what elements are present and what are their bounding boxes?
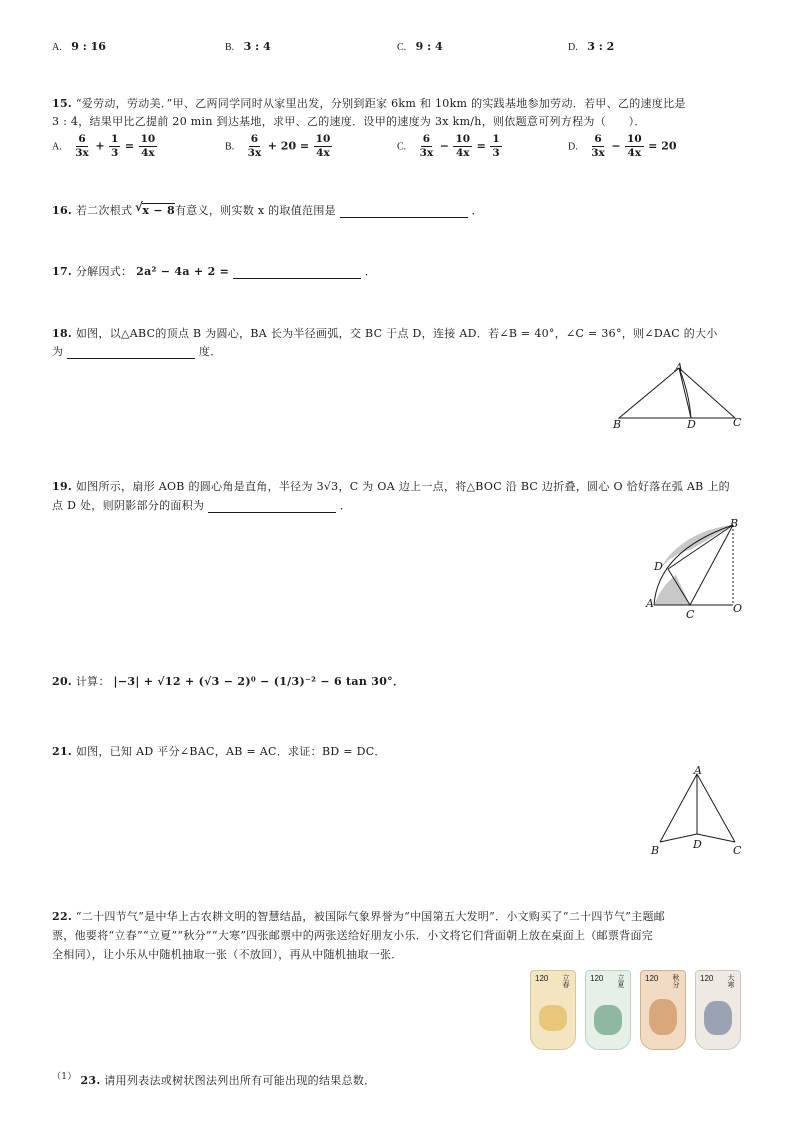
label-d: D (687, 418, 696, 431)
q15-option-a: A. $\frac{6}{3x}$ + $\frac{1}{3}$ = $\frac{10}{4x}$ (52, 133, 156, 159)
stamp-qiufen: 120 秋分 (640, 970, 686, 1050)
q18-line1: 18. 如图，以△ABC的顶点 B 为圆心，BA 长为半径画弧，交 BC 于点 D，连接 AD．若∠B = 40°，∠C = 36°，则∠DAC 的大小 (52, 327, 718, 340)
stamp-lichun: 120 立春 (530, 970, 576, 1050)
q18-figure (605, 360, 745, 432)
q15-option-d: D. $\frac{6}{3x}$ − $\frac{10}{4x}$ = 20 (568, 133, 677, 159)
fraction: $\frac{6}{3x}$ (419, 133, 434, 159)
q19-figure (640, 515, 770, 620)
label-d: D (654, 560, 663, 573)
q23-text: $^{(1)}$ 23. 请用列表法或树状图法列出所有可能出现的结果总数． (52, 1072, 376, 1087)
label-a: A (646, 597, 654, 610)
sqrt-symbol: √ (135, 200, 143, 214)
fraction: $\frac{6}{3x}$ (591, 133, 605, 159)
fraction: $\frac{6}{3x}$ (247, 133, 262, 159)
q22-line2: 票，他要将“立春”“立夏”“秋分”“大寒”四张邮票中的两张送给好朋友小乐．小文将它们背面朝上放在桌面上（邮票背面完 (52, 929, 654, 942)
q18-line2: 为 度． (52, 345, 222, 358)
fraction: $\frac{10}{4x}$ (455, 133, 471, 159)
label-a: A (675, 361, 683, 374)
answer-blank[interactable] (340, 205, 468, 218)
q16-text: 16. 若二次根式 x − 8有意义，则实数 x 的取值范围是 ． (52, 204, 483, 217)
fraction: $\frac{10}{4x}$ (627, 133, 642, 159)
label-b: B (730, 517, 739, 530)
q14-option-d: D. 3 : 2 (568, 40, 615, 53)
q21-text: 21. 如图，已知 AD 平分∠BAC，AB = AC．求证：BD = DC． (52, 745, 386, 758)
label-c: C (733, 844, 742, 857)
fraction: $\frac{1}{3}$ (111, 133, 119, 159)
q20-text: 20. 计算： |−3| + √12 + (√3 − 2)⁰ − (1/3)⁻² − 6 tan 30°． (52, 675, 405, 688)
label-a: A (694, 764, 702, 777)
stamp-dahan: 120 大寒 (695, 970, 741, 1050)
q15-option-c: C. $\frac{6}{3x}$ − $\frac{10}{4x}$ = $\frac{1}{3}$ (397, 133, 500, 159)
q15-line1: 15. “爱劳动，劳动美．”甲、乙两同学同时从家里出发，分别到距家 6km 和 10km 的实践基地参加劳动．若甲、乙的速度比是 (52, 97, 686, 110)
fraction: $\frac{10}{4x}$ (315, 133, 331, 159)
label-b: B (651, 844, 660, 857)
fraction: $\frac{1}{3}$ (492, 133, 500, 159)
q22-line1: 22. “二十四节气”是中华上古农耕文明的智慧结晶，被国际气象界誉为“中国第五大发明”．小文购买了“二十四节气”主题邮 (52, 910, 666, 923)
label-b: B (613, 418, 622, 431)
answer-blank[interactable] (208, 500, 336, 513)
q21-figure (645, 762, 745, 860)
label-c: C (733, 416, 742, 429)
label-c: C (686, 608, 695, 620)
q22-line3: 全相同），让小乐从中随机抽取一张（不放回），再从中随机抽取一张． (52, 948, 403, 961)
answer-blank[interactable] (67, 346, 195, 359)
answer-blank[interactable] (233, 266, 361, 279)
label-d: D (693, 838, 702, 851)
q15-option-b: B. $\frac{6}{3x}$ + 20 = $\frac{10}{4x}$ (225, 133, 331, 159)
fraction: $\frac{10}{4x}$ (140, 133, 156, 159)
q14-option-c: C. 9 : 4 (397, 40, 443, 53)
label-o: O (733, 602, 743, 615)
stamp-lixia: 120 立夏 (585, 970, 631, 1050)
q17-text: 17. 分解因式： 2a² − 4a + 2 = ． (52, 265, 377, 278)
fraction: $\frac{6}{3x}$ (75, 133, 89, 159)
q14-option-b: B. 3 : 4 (225, 40, 271, 53)
q19-line1: 19. 如图所示，扇形 AOB 的圆心角是直角，半径为 3√3，C 为 OA 边上一点，将△BOC 沿 BC 边折叠，圆心 O 恰好落在弧 AB 上的 (52, 480, 730, 493)
q19-line2: 点 D 处，则阴影部分的面积为 ． (52, 499, 352, 512)
q14-option-a: A. 9 : 16 (52, 40, 106, 53)
q15-line2: 3 : 4，结果甲比乙提前 20 min 到达基地，求甲、乙的速度．设甲的速度为 3x km/h，则依题意可列方程为（ ）． (52, 115, 646, 128)
